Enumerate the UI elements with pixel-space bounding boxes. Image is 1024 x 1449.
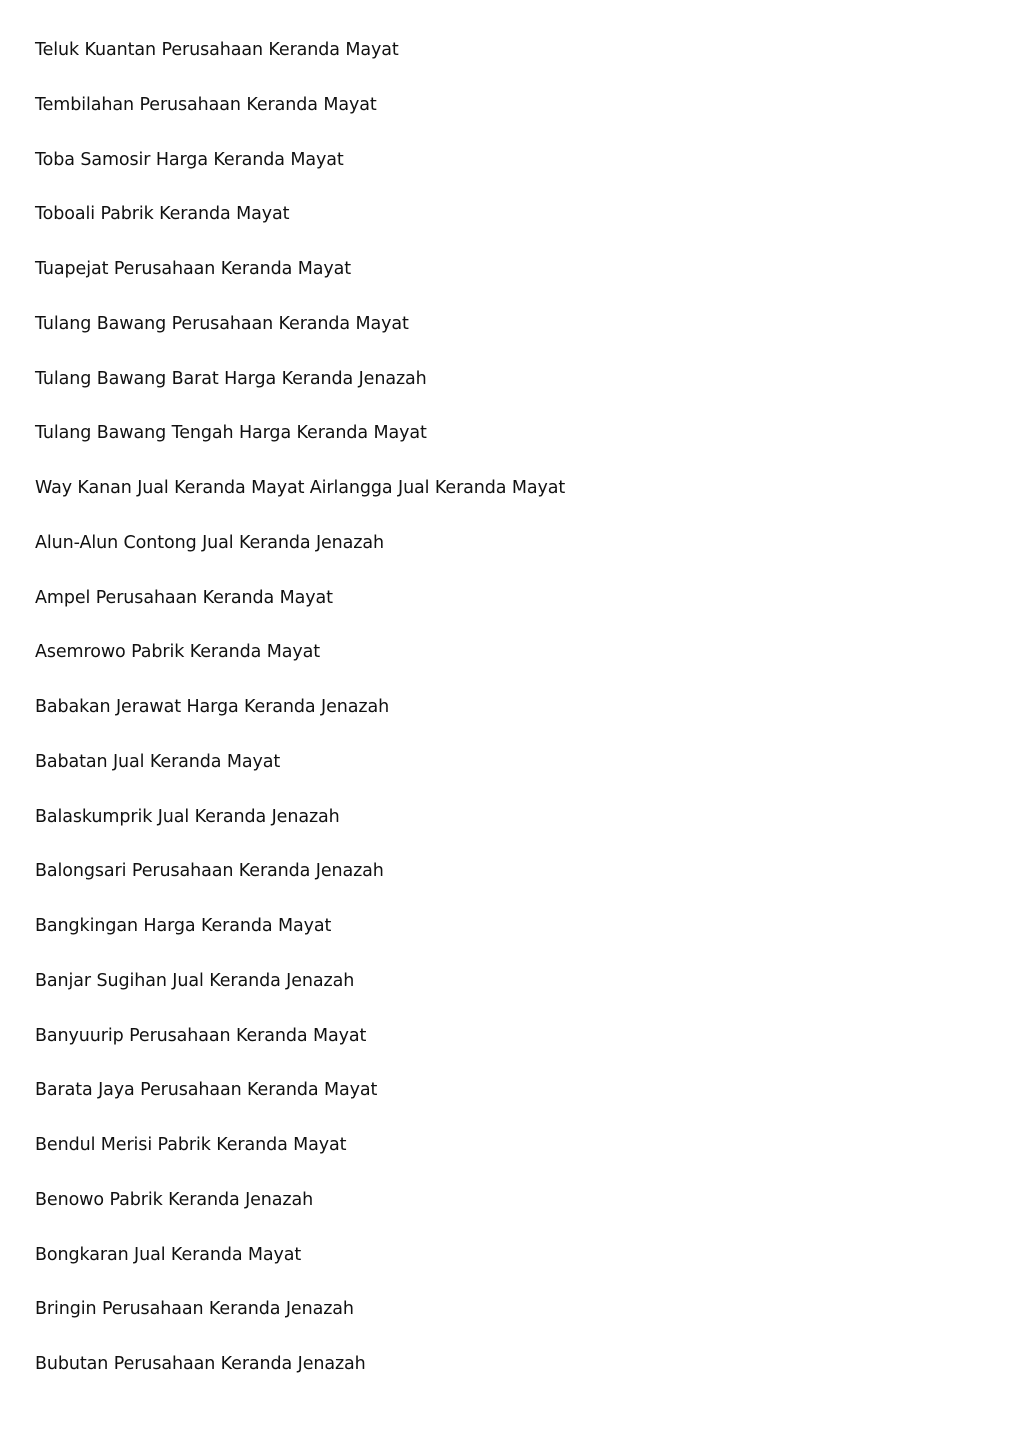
- text-line: Asemrowo Pabrik Keranda Mayat: [35, 642, 320, 663]
- text-line: Tulang Bawang Barat Harga Keranda Jenazah: [35, 368, 427, 389]
- text-line: Banyuurip Perusahaan Keranda Mayat: [35, 1025, 367, 1046]
- text-line: Balaskumprik Jual Keranda Jenazah: [35, 806, 340, 827]
- text-line: Alun-Alun Contong Jual Keranda Jenazah: [35, 532, 384, 553]
- text-line: Tulang Bawang Perusahaan Keranda Mayat: [35, 313, 409, 334]
- text-line: Bubutan Perusahaan Keranda Jenazah: [35, 1354, 366, 1374]
- text-line: Teluk Kuantan Perusahaan Keranda Mayat: [35, 40, 399, 60]
- text-line: Bringin Perusahaan Keranda Jenazah: [35, 1299, 354, 1320]
- text-line: Benowo Pabrik Keranda Jenazah: [35, 1189, 314, 1210]
- text-line: Bendul Merisi Pabrik Keranda Mayat: [35, 1135, 347, 1155]
- text-line: Bongkaran Jual Keranda Mayat: [35, 1244, 302, 1265]
- text-line: Banjar Sugihan Jual Keranda Jenazah: [35, 970, 355, 991]
- text-line: Barata Jaya Perusahaan Keranda Mayat: [35, 1080, 378, 1101]
- text-line: Tulang Bawang Tengah Harga Keranda Mayat: [35, 423, 427, 444]
- text-line: Babakan Jerawat Harga Keranda Jenazah: [35, 697, 390, 717]
- text-line: Ampel Perusahaan Keranda Mayat: [35, 587, 333, 608]
- text-line: Toba Samosir Harga Keranda Mayat: [35, 149, 344, 170]
- text-line: Balongsari Perusahaan Keranda Jenazah: [35, 861, 384, 882]
- text-line: Bangkingan Harga Keranda Mayat: [35, 916, 332, 936]
- text-line-list: [35, 36, 565, 1405]
- text-line: Tembilahan Perusahaan Keranda Mayat: [35, 94, 377, 115]
- text-line: Way Kanan Jual Keranda Mayat Airlangga Jual Keranda Mayat: [35, 478, 566, 498]
- text-line: Babatan Jual Keranda Mayat: [35, 751, 281, 772]
- text-line: Tuapejat Perusahaan Keranda Mayat: [35, 259, 351, 279]
- text-line: Toboali Pabrik Keranda Mayat: [35, 204, 290, 225]
